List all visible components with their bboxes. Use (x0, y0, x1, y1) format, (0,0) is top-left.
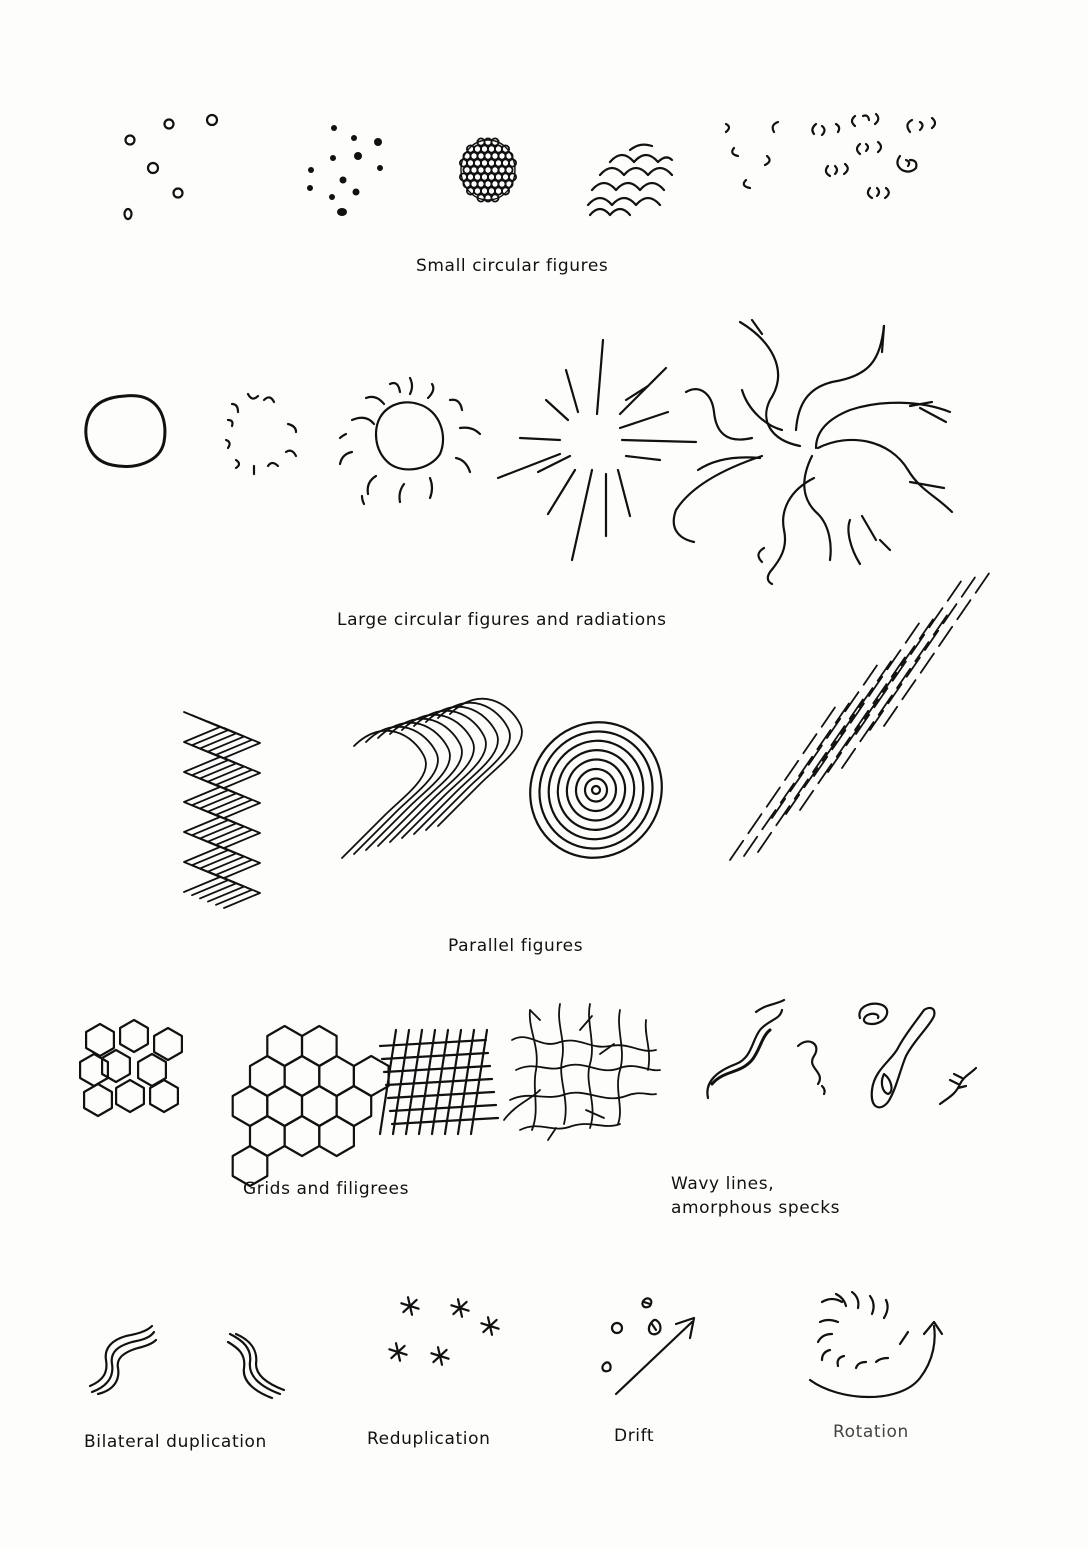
amorphous-specks-figure (859, 1004, 976, 1108)
dense-bubble-cluster-figure (460, 138, 516, 201)
caption-bilateral-duplication: Bilateral duplication (84, 1432, 267, 1452)
caption-wavy-lines: Wavy lines, (671, 1174, 775, 1194)
zigzag-lines-figure (184, 712, 260, 908)
scattered-dots-figure (307, 125, 383, 216)
filigree-web-figure (504, 1004, 660, 1140)
scattered-rings-figure (125, 115, 218, 219)
caption-drift: Drift (614, 1426, 655, 1446)
square-lattice-figure (380, 1030, 498, 1134)
caption-amorphous-specks: amorphous specks (671, 1198, 841, 1218)
caption-large-circular-figures: Large circular figures and radiations (337, 610, 667, 630)
ring-of-arcs-figure (226, 394, 296, 474)
scale-pattern-figure (588, 145, 672, 215)
caption-parallel-figures: Parallel figures (448, 936, 584, 956)
caption-rotation: Rotation (833, 1422, 909, 1442)
wavy-line-figure (707, 1000, 824, 1098)
broken-arcs-figure (726, 114, 935, 198)
caption-reduplication: Reduplication (367, 1429, 491, 1449)
diagonal-hatching-figure (730, 574, 989, 861)
small-honeycomb-figure (80, 1020, 182, 1116)
wavy-parallel-lines-figure (342, 699, 522, 858)
large-honeycomb-figure (233, 1026, 389, 1186)
caption-small-circular-figures: Small circular figures (416, 256, 609, 276)
arc-sunburst-figure (340, 378, 480, 504)
rotation-figure (810, 1292, 942, 1397)
drift-figure (602, 1298, 694, 1394)
concentric-rings-figure (506, 699, 685, 881)
branching-radiation-figure (674, 320, 952, 584)
caption-grids-and-filigrees: Grids and filigrees (243, 1179, 410, 1199)
bilateral-duplication-figure (90, 1326, 284, 1398)
starburst-figure (498, 340, 696, 560)
reduplication-stars-figure (389, 1297, 498, 1365)
large-circle-figure (86, 396, 165, 467)
